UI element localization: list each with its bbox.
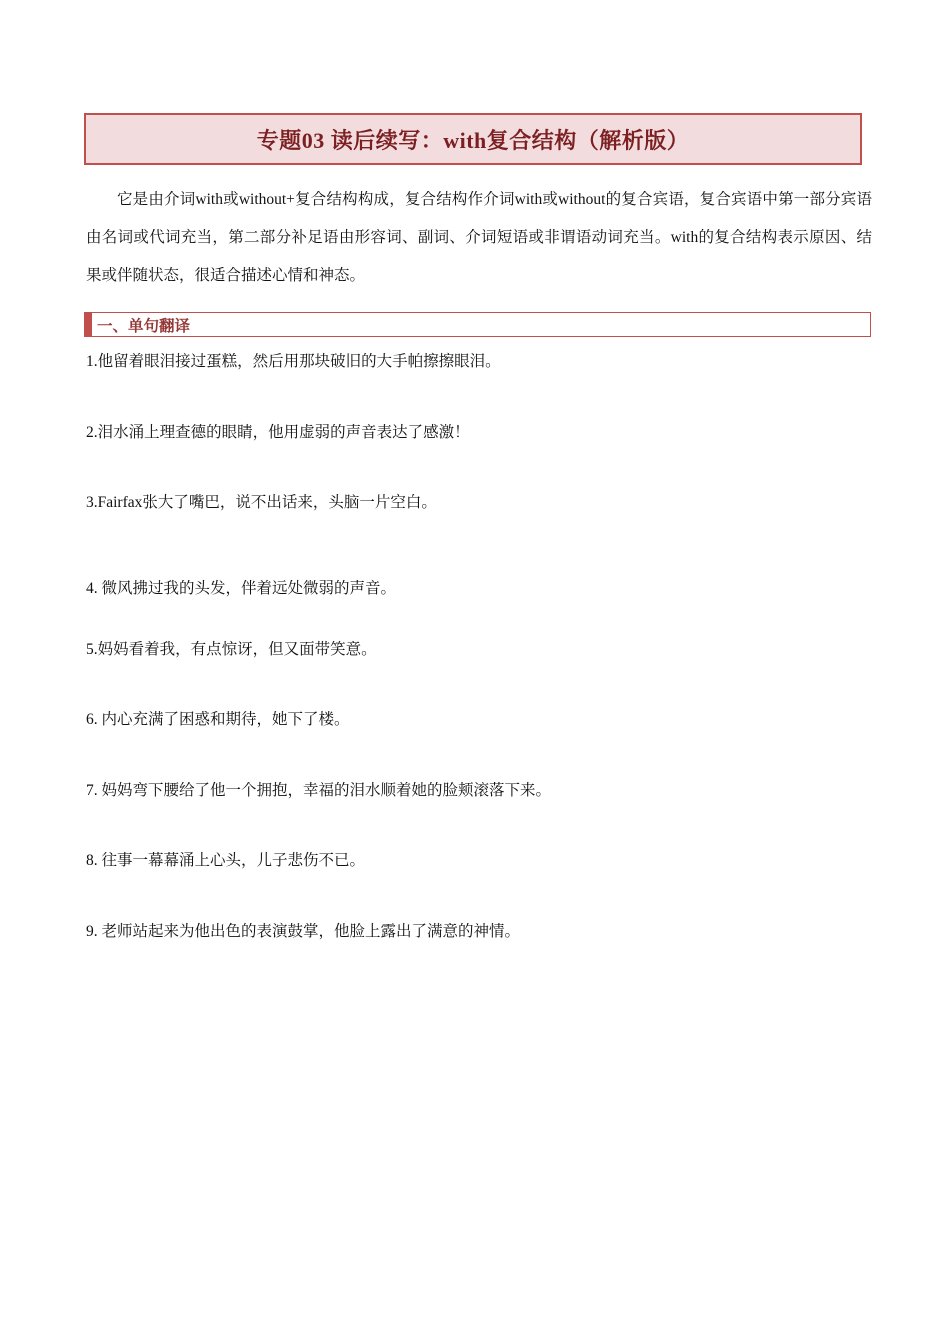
section-accent-bar bbox=[85, 313, 92, 336]
exercise-item-5: 5.妈妈看着我，有点惊讶，但又面带笑意。 bbox=[86, 641, 377, 658]
exercise-item-6: 6. 内心充满了困惑和期待，她下了楼。 bbox=[86, 711, 350, 728]
title-box bbox=[84, 113, 862, 165]
section-title: 一、单句翻译 bbox=[97, 317, 191, 335]
exercise-item-7: 7. 妈妈弯下腰给了他一个拥抱，幸福的泪水顺着她的脸颊滚落下来。 bbox=[86, 782, 552, 799]
exercise-item-4: 4. 微风拂过我的头发，伴着远处微弱的声音。 bbox=[86, 580, 397, 597]
exercise-item-9: 9. 老师站起来为他出色的表演鼓掌，他脸上露出了满意的神情。 bbox=[86, 923, 521, 940]
exercise-item-1: 1.他留着眼泪接过蛋糕，然后用那块破旧的大手帕擦擦眼泪。 bbox=[86, 353, 501, 370]
intro-paragraph: 它是由介词with或without+复合结构构成，复合结构作介词with或without的复合宾语，复合宾语中第一部分宾语由名词或代词充当，第二部分补足语由形容词、副词、介词短语或非谓语动词充当。with的复合结构表示原因、结果或伴随状态，很适合描述心情和神态。 bbox=[86, 191, 872, 284]
exercise-item-3: 3.Fairfax张大了嘴巴，说不出话来，头脑一片空白。 bbox=[86, 494, 437, 511]
exercise-item-8: 8. 往事一幕幕涌上心头，儿子悲伤不已。 bbox=[86, 852, 366, 869]
section-header bbox=[84, 312, 871, 337]
exercise-item-2: 2.泪水涌上理查德的眼睛，他用虚弱的声音表达了感激！ bbox=[86, 424, 470, 441]
document-title: 专题03 读后续写：with复合结构（解析版） bbox=[256, 127, 690, 153]
